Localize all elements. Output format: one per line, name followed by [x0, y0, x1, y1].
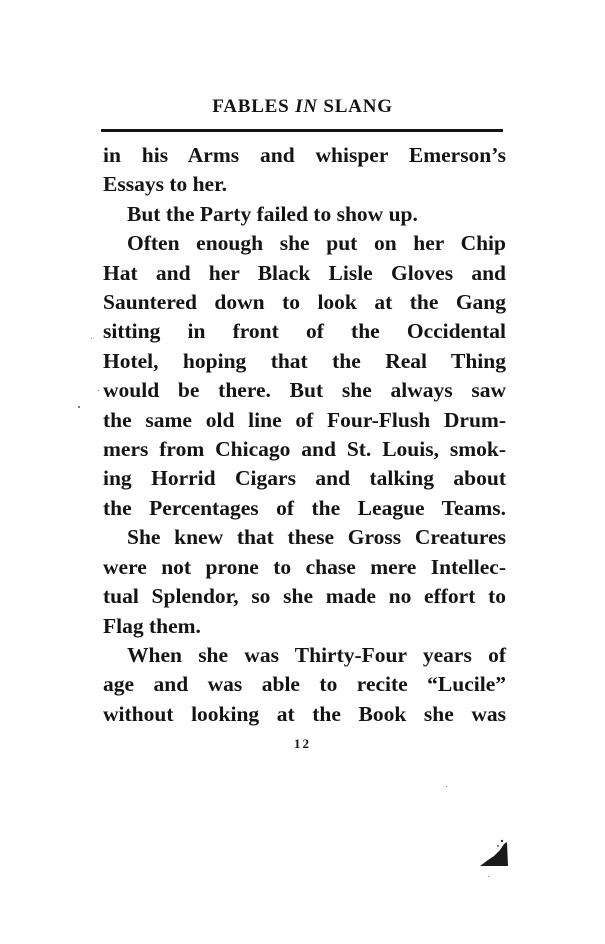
body-text: [103, 141, 506, 729]
running-head: [100, 96, 505, 118]
text-line: Hat and her Black Lisle Gloves and: [103, 260, 506, 285]
text-line: age and was able to recite “Lucile”: [103, 672, 506, 697]
text-line: would be there. But she always saw: [103, 378, 506, 403]
header-rule: [101, 129, 503, 132]
text-line: But the Party failed to show up.: [127, 201, 418, 226]
text-line: were not prone to chase mere Intellec-: [103, 554, 506, 579]
page-speck: [98, 390, 99, 391]
text-line: Often enough she put on her Chip: [127, 231, 506, 256]
running-head-text: FABLES: [212, 96, 296, 117]
running-head-text-end: SLANG: [317, 96, 393, 117]
text-line: ing Horrid Cigars and talking about: [103, 466, 506, 491]
text-line: in his Arms and whisper Emerson’s: [103, 143, 506, 167]
text-line: the same old line of Four-Flush Drum-: [103, 407, 506, 432]
page-speck: [446, 786, 447, 787]
text-line: sitting in front of the Occidental: [103, 319, 506, 344]
text-line: the Percentages of the League Teams.: [103, 495, 506, 520]
text-line: tual Splendor, so she made no effort to: [103, 584, 506, 609]
text-line: Sauntered down to look at the Gang: [103, 290, 506, 315]
page-number: 12: [294, 736, 311, 751]
text-line: When she was Thirty-Four years of: [127, 642, 506, 667]
text-line: Hotel, hoping that the Real Thing: [103, 348, 506, 373]
running-head-italic-text: IN: [295, 96, 318, 117]
text-line: Flag them.: [103, 613, 201, 638]
text-line: without looking at the Book she was: [103, 701, 506, 726]
page-speck: [78, 406, 80, 408]
page-speck: [488, 876, 489, 877]
text-line: mers from Chicago and St. Louis, smok-: [103, 437, 506, 462]
ink-blemish: [478, 838, 510, 868]
text-line: She knew that these Gross Creatures: [127, 525, 506, 550]
page-speck: [91, 338, 92, 339]
text-line: Essays to her.: [103, 172, 228, 197]
